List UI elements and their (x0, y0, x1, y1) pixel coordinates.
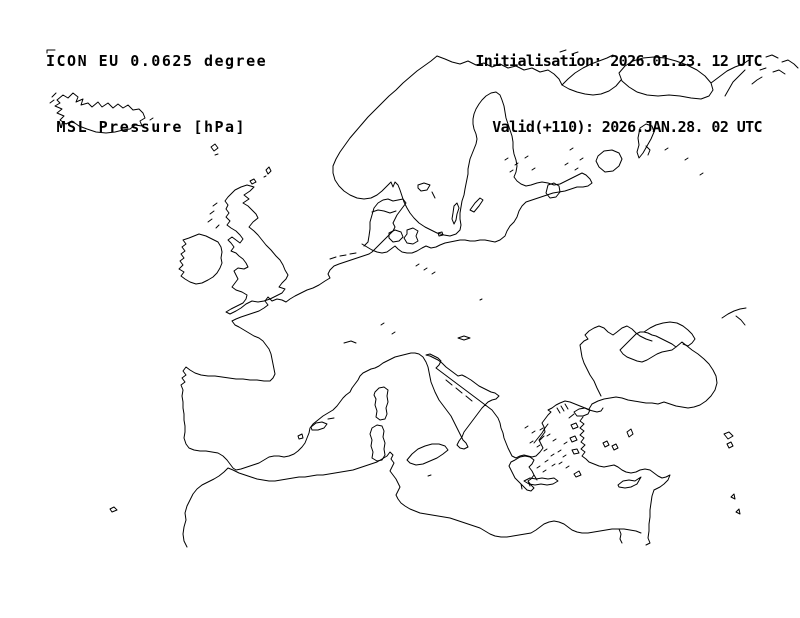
coastline-peloponnese (509, 456, 537, 491)
lakes-alpine-pannonian (344, 264, 482, 343)
coastline-hebrides (208, 203, 219, 228)
coastline-euboea (534, 424, 548, 443)
lakes-sweden (418, 183, 435, 198)
coastline-sardinia (370, 425, 385, 461)
coastline-madeira (110, 507, 117, 512)
initialisation-time: Initialisation: 2026.01.23. 12 UTC (475, 52, 762, 70)
coastline-oland (452, 203, 459, 224)
coastline-frisian-islands (330, 253, 356, 259)
coastline-sicily (407, 444, 448, 476)
coastline-levant (646, 490, 654, 545)
coastline-north-africa (183, 452, 641, 547)
coastline-ireland (179, 234, 222, 284)
coastline-dalmatian-islands (446, 380, 472, 401)
parameter-title: MSL Pressure [hPa] (46, 118, 247, 136)
lake-peipus (546, 183, 560, 198)
valid-time: Valid(+110): 2026.JAN.28. 02 UTC (492, 118, 762, 136)
coastline-chalkidiki (557, 404, 568, 413)
coastline-turkey-west-south (580, 417, 670, 490)
coastline-black-sea-west (580, 326, 640, 396)
coastline-black-sea-east-south (592, 342, 717, 408)
coastline-crete (524, 478, 558, 485)
map-title-block (46, 6, 267, 182)
coastline-jutland (364, 199, 406, 254)
coastline-funen (389, 230, 403, 242)
coastline-zealand (404, 228, 418, 244)
run-info-block (475, 6, 762, 182)
model-title: ICON EU 0.0625 degree (46, 52, 268, 70)
lakes-anatolia (603, 429, 740, 514)
coastline-corsica (374, 387, 388, 420)
coastline-east-aegean-islands (570, 423, 581, 477)
coastline-gotland (470, 198, 483, 212)
coastline-continental-europe (181, 254, 603, 470)
coastline-great-britain (225, 185, 288, 314)
rivers-don-volga (722, 308, 746, 325)
coastline-crimea (620, 332, 676, 362)
coastline-cyprus (618, 477, 641, 488)
